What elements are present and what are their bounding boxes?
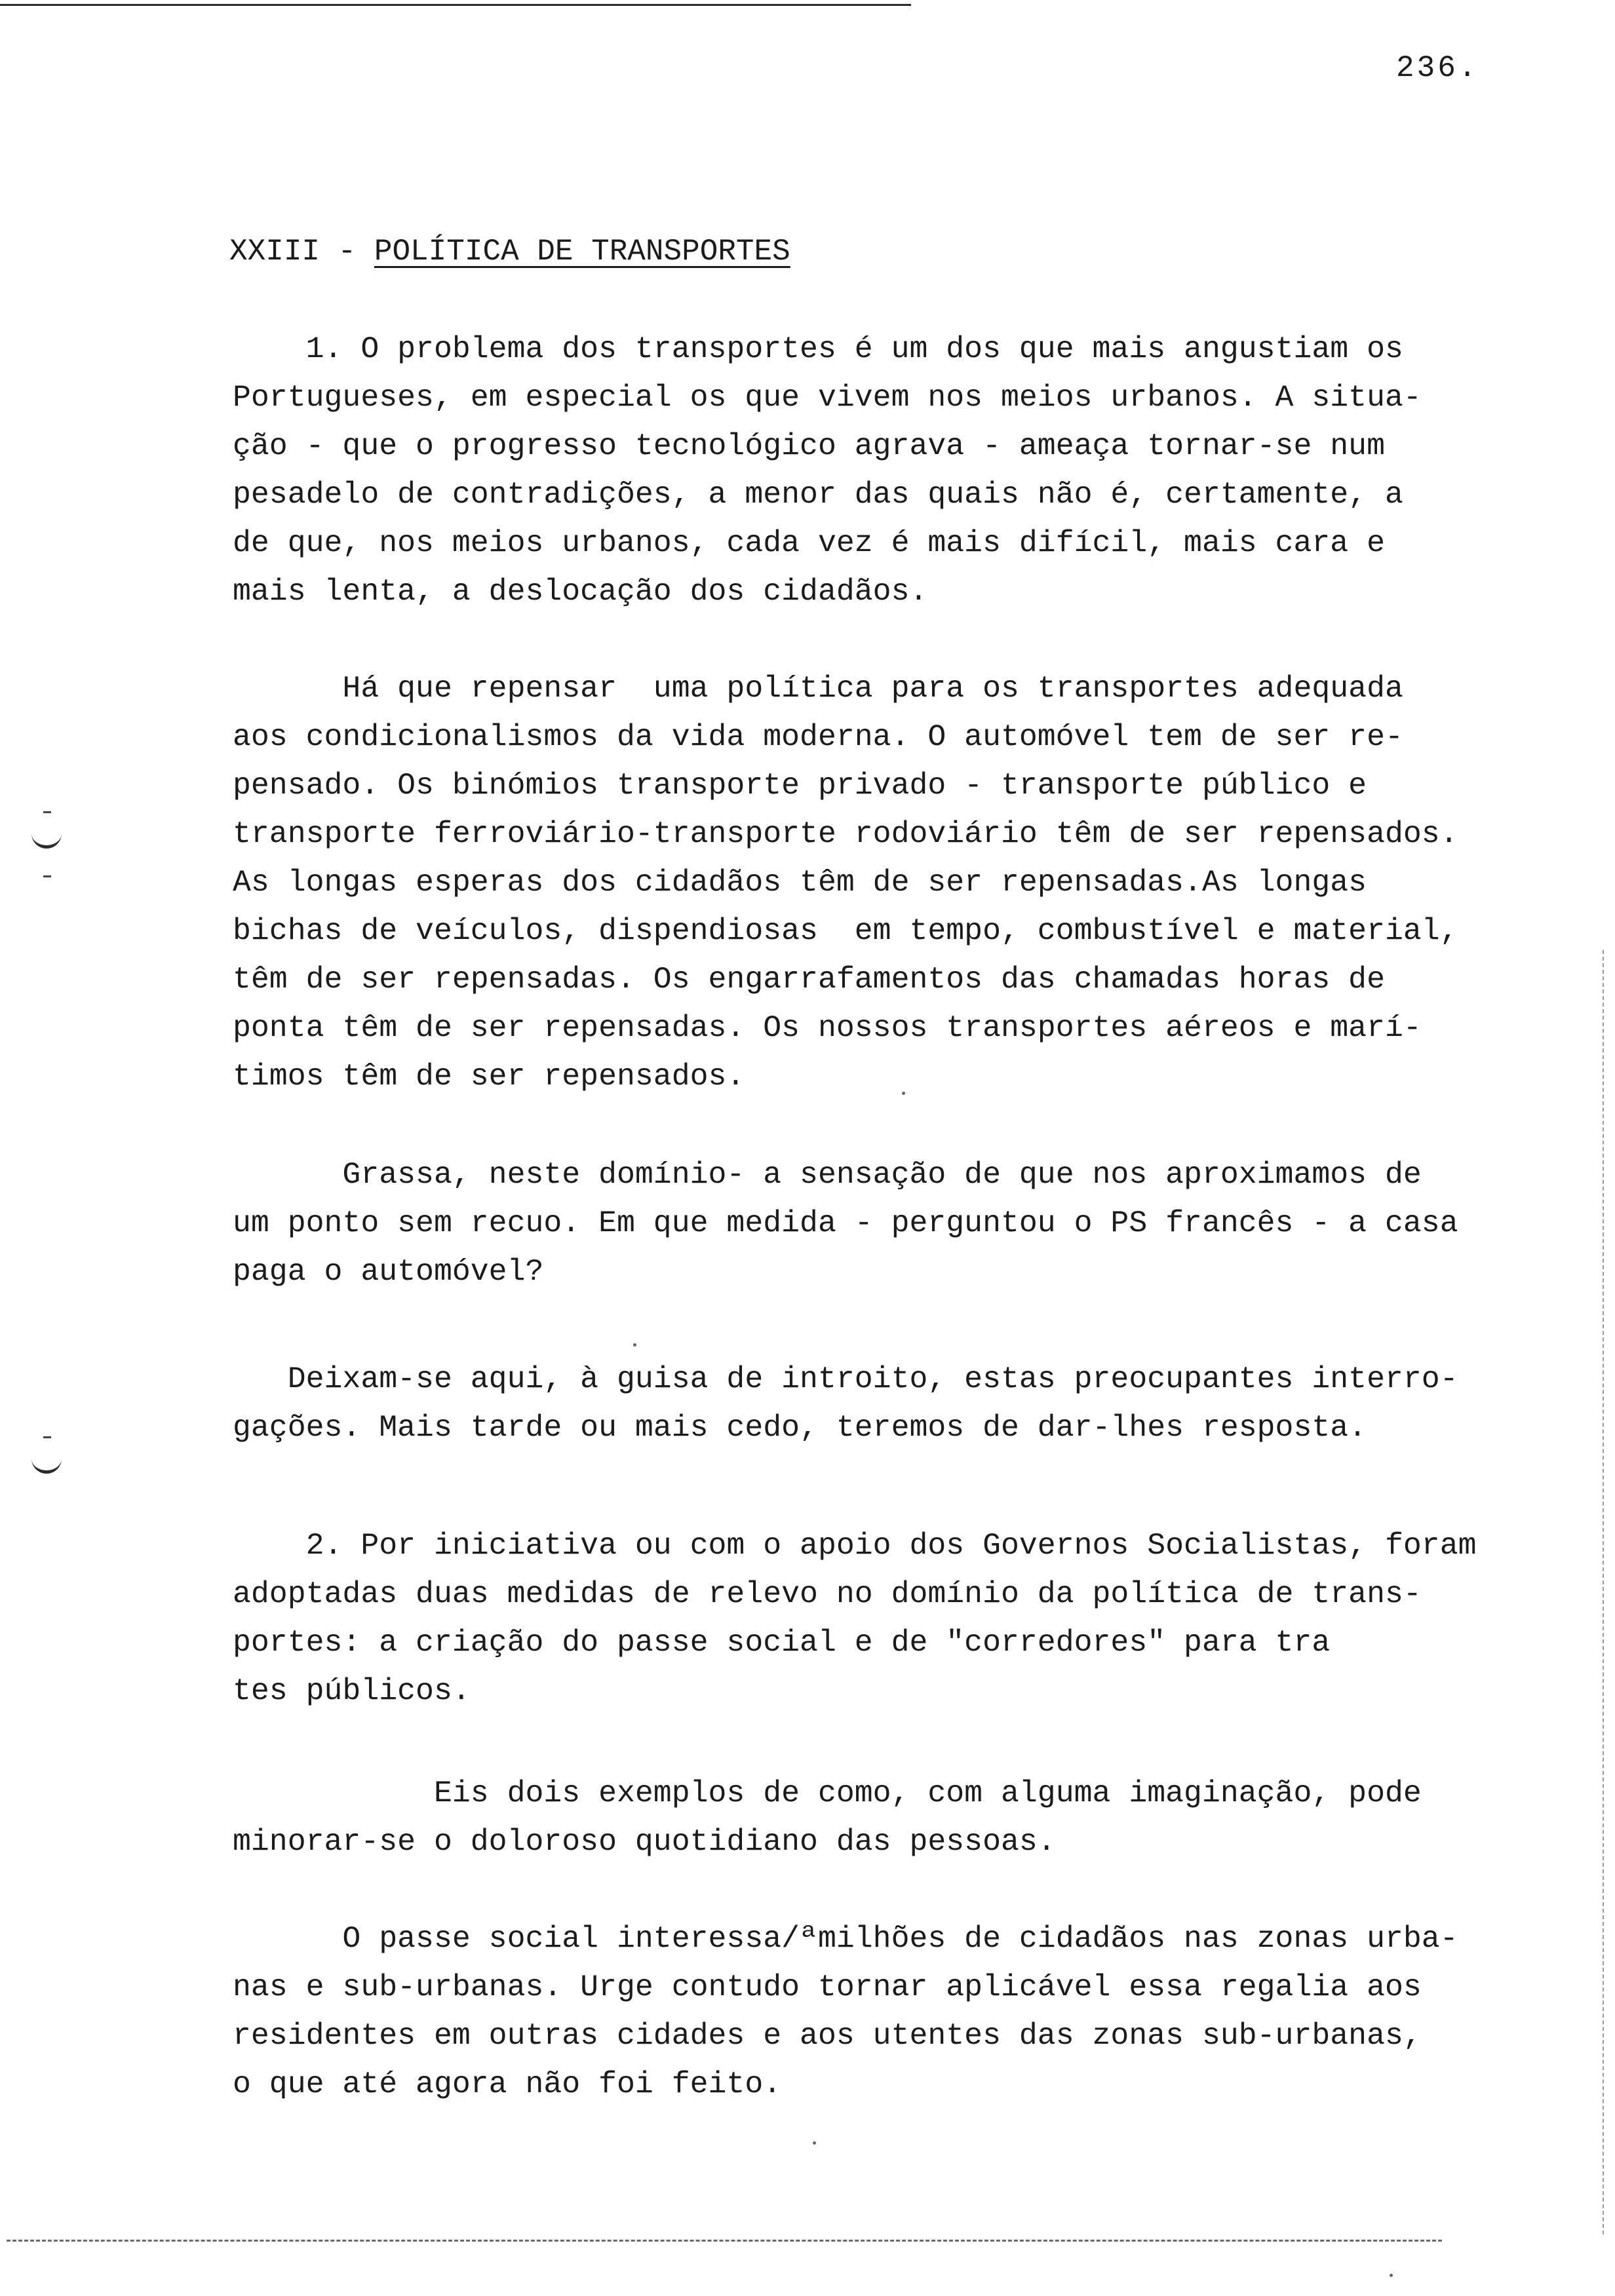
paragraph-3: Grassa, neste domínio- a sensação de que nos aproximamos de um ponto sem recuo. Em que medida - perguntou o PS francês - a casa paga o automóvel? [233,1157,1458,1289]
paragraph-5: 2. Por iniciativa ou com o apoio dos Governos Socialistas, foram adoptadas duas medidas de relevo no domínio da política de trans- portes: a criação do passe social e de "corredores" para tra tes públicos. [233,1528,1477,1708]
punch-hole-tick [43,1436,51,1438]
punch-hole-mark [31,831,62,849]
section-numeral: XXIII - [229,235,374,269]
scan-speck [1390,2274,1393,2277]
scan-speck [813,2141,816,2145]
section-title: POLÍTICA DE TRANSPORTES [374,235,790,269]
section-heading [229,235,790,269]
paragraph-4: Deixam-se aqui, à guisa de introito, estas preocupantes interro- gações. Mais tarde ou mais cedo, teremos de dar-lhes resposta. [233,1362,1458,1445]
paragraph-1: 1. O problema dos transportes é um dos que mais angustiam os Portugueses, em especial os que vivem nos meios urbanos. A situa- ção - que o progresso tecnológico agrava - ameaça tornar-se num pesadelo de contradições, a menor das quais não é, certamente, a de que, nos meios urbanos, cada vez é mais difícil, mais cara e mais lenta, a deslocação dos cidadãos. [233,332,1422,609]
paragraph-7: O passe social interessa/ªmilhões de cidadãos nas zonas urba- nas e sub-urbanas. Urge contudo tornar aplicável essa regalia aos residentes em outras cidades e aos utentes das zonas sub-urbanas, o que até agora não foi feito. [233,1921,1458,2101]
paragraph-2: Há que repensar uma política para os transportes adequada aos condicionalismos da vida moderna. O automóvel tem de ser re- pensado. Os binómios transporte privado - transporte público e transporte ferroviário-transporte rodoviário têm de ser repensados. As longas esperas dos cidadãos têm de ser repensadas.As longas bichas de veículos, dispendiosas em tempo, combustível e material, têm de ser repensadas. Os engarrafamentos das chamadas horas de ponta têm de ser repensadas. Os nossos transportes aéreos e marí- timos têm de ser repensados. [233,671,1458,1094]
top-rule-line [0,4,911,6]
right-scan-edge [1603,950,1604,2234]
paragraph-6: Eis dois exemplos de como, com alguma imaginação, pode minorar-se o doloroso quotidiano das pessoas. [233,1776,1422,1859]
page-number: 236. [1396,51,1479,85]
punch-hole-tick [43,811,51,813]
scan-speck [633,1343,636,1347]
punch-hole-tick [43,875,51,877]
bottom-scan-edge [7,2240,1442,2242]
punch-hole-mark [31,1456,62,1474]
scan-speck [902,1092,905,1095]
